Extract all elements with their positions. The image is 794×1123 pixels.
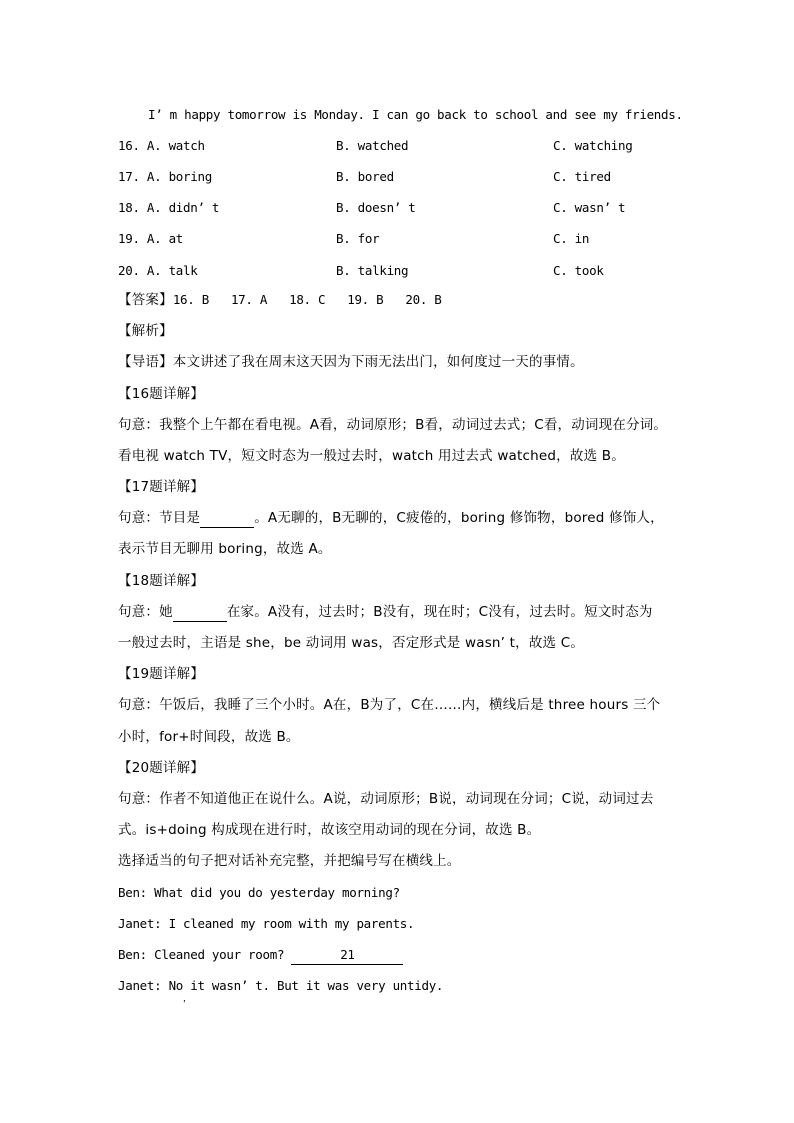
option-19-b: B. for bbox=[336, 231, 380, 246]
answer-item: 19. B bbox=[347, 292, 384, 307]
answer-blank-21[interactable]: 21 bbox=[291, 946, 403, 965]
option-16-a: 16. A. watch bbox=[118, 138, 205, 153]
q18-line1 bbox=[118, 603, 653, 622]
option-17-c: C. tired bbox=[553, 169, 611, 184]
answer-item: 17. A bbox=[230, 292, 268, 307]
dialogue-line-3-text: Ben: Cleaned your room? bbox=[118, 947, 292, 962]
q19-line1: 句意：午饭后，我睡了三个小时。A在，B为了，C在……内，横线后是 three hours 三个 bbox=[118, 697, 661, 713]
q17-line1 bbox=[118, 509, 664, 528]
option-18-a: 18. A. didn’ t bbox=[118, 200, 220, 215]
instruction-text: 选择适当的句子把对话补充完整，并把编号写在横线上。 bbox=[118, 853, 461, 869]
option-18-c: C. wasn’ t bbox=[553, 200, 626, 215]
analysis-label: 【解析】 bbox=[118, 323, 173, 339]
option-18-b: B. doesn’ t bbox=[336, 200, 416, 215]
dialogue-line-4: Janet: No it wasn’ t. But it was very untidy. bbox=[118, 978, 444, 993]
dialogue-line-1: Ben: What did you do yesterday morning? bbox=[118, 885, 400, 900]
q17-title: 【17题详解】 bbox=[118, 479, 205, 495]
intro-line: I’ m happy tomorrow is Monday. I can go back to school and see my friends. bbox=[148, 107, 683, 122]
option-19-a: 19. A. at bbox=[118, 231, 184, 246]
answer-item: 16. B bbox=[172, 292, 209, 307]
dialogue-line-2: Janet: I cleaned my room with my parents. bbox=[118, 916, 415, 931]
option-16-b: B. watched bbox=[336, 138, 409, 153]
answer-item: 18. C bbox=[289, 292, 326, 307]
stray-comma-mark: ， bbox=[183, 994, 192, 1004]
q18-title: 【18题详解】 bbox=[118, 573, 205, 589]
q18-line1-post: 在家。A没有，过去时；B没有，现在时；C没有，过去时。短文时态为 bbox=[226, 604, 653, 620]
guide-text: 【导语】本文讲述了我在周末这天因为下雨无法出门，如何度过一天的事情。 bbox=[118, 354, 584, 370]
answer-label: 【答案】 bbox=[118, 292, 173, 308]
q16-line2: 看电视 watch TV，短文时态为一般过去时，watch 用过去式 watched，故选 B。 bbox=[118, 448, 625, 464]
q18-line1-pre: 句意：她 bbox=[118, 604, 173, 620]
answer-line bbox=[118, 291, 464, 310]
option-17-b: B. bored bbox=[336, 169, 394, 184]
q18-blank bbox=[173, 603, 227, 622]
q17-line2: 表示节目无聊用 boring，故选 A。 bbox=[118, 541, 332, 557]
q16-line1: 句意：我整个上午都在看电视。A看，动词原形；B看，动词过去式；C看，动词现在分词。 bbox=[118, 417, 668, 433]
option-20-b: B. talking bbox=[336, 263, 409, 278]
dialogue-line-3 bbox=[118, 946, 403, 965]
q20-title: 【20题详解】 bbox=[118, 760, 205, 776]
answer-item: 20. B bbox=[405, 292, 442, 307]
q16-title: 【16题详解】 bbox=[118, 386, 205, 402]
q20-line1: 句意：作者不知道他正在说什么。A说，动词原形；B说，动词现在分词；C说，动词过去 bbox=[118, 791, 654, 807]
option-16-c: C. watching bbox=[553, 138, 633, 153]
option-17-a: 17. A. boring bbox=[118, 169, 212, 184]
option-20-a: 20. A. talk bbox=[118, 263, 198, 278]
q20-line2: 式。is+doing 构成现在进行时，故该空用动词的现在分词，故选 B。 bbox=[118, 822, 541, 838]
option-19-c: C. in bbox=[553, 231, 590, 246]
q18-line2: 一般过去时，主语是 she，be 动词用 was，否定形式是 wasn’ t，故选 C。 bbox=[118, 635, 585, 651]
q19-title: 【19题详解】 bbox=[118, 666, 205, 682]
q17-line1-post: 。A无聊的，B无聊的，C疲倦的，boring 修饰物，bored 修饰人， bbox=[254, 510, 664, 526]
q19-line2: 小时，for+时间段，故选 B。 bbox=[118, 729, 300, 745]
q17-blank bbox=[200, 509, 254, 528]
option-20-c: C. took bbox=[553, 263, 604, 278]
q17-line1-pre: 句意：节目是 bbox=[118, 510, 201, 526]
